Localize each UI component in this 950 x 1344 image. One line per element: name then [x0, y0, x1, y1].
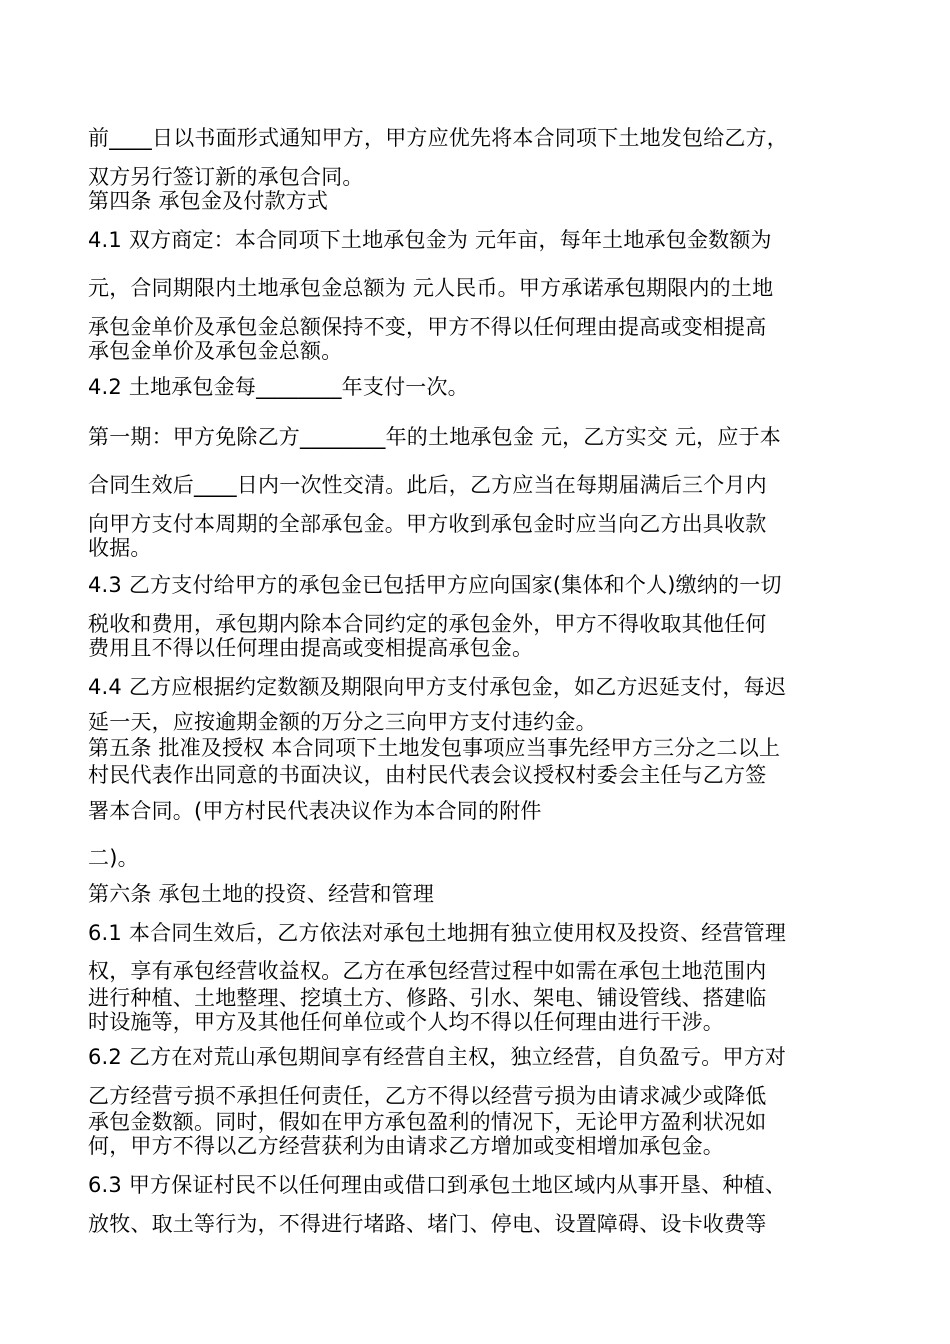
text-line: 4.2 土地承包金每________年支付一次。 — [88, 375, 469, 399]
text-line: 乙方经营亏损不承担任何责任，乙方不得以经营亏损为由请求减少或降低 — [88, 1084, 767, 1108]
text-line: 何，甲方不得以乙方经营获利为由请求乙方增加或变相增加承包金。 — [88, 1134, 724, 1158]
section-heading: 第六条 承包土地的投资、经营和管理 — [88, 882, 435, 906]
text-line: 6.2 乙方在对荒山承包期间享有经营自主权，独立经营，自负盈亏。甲方对 — [88, 1045, 787, 1069]
text-line: 费用且不得以任何理由提高或变相提高承包金。 — [88, 636, 534, 660]
text-line: 向甲方支付本周期的全部承包金。甲方收到承包金时应当向乙方出具收款 — [88, 512, 767, 536]
text-line: 4.4 乙方应根据约定数额及期限向甲方支付承包金，如乙方迟延支付，每迟 — [88, 675, 787, 699]
text-line: 第一期：甲方免除乙方________年的土地承包金 元，乙方实交 元，应于本 — [88, 425, 781, 449]
text-line: 承包金数额。同时，假如在甲方承包盈利的情况下，无论甲方盈利状况如 — [88, 1110, 767, 1134]
text-line: 承包金单价及承包金总额保持不变，甲方不得以任何理由提高或变相提高 — [88, 315, 767, 339]
text-line: 村民代表作出同意的书面决议，由村民代表会议授权村委会主任与乙方签 — [88, 763, 767, 787]
text-line: 税收和费用，承包期内除本合同约定的承包金外，甲方不得收取其他任何 — [88, 612, 767, 636]
text-line: 署本合同。(甲方村民代表决议作为本合同的附件 — [88, 799, 542, 823]
text-line: 权，享有承包经营收益权。乙方在承包经营过程中如需在承包土地范围内 — [88, 959, 767, 983]
text-line: 合同生效后____日内一次性交清。此后，乙方应当在每期届满后三个月内 — [88, 473, 767, 497]
text-line: 二)。 — [88, 846, 139, 870]
text-line: 延一天，应按逾期金额的万分之三向甲方支付违约金。 — [88, 710, 597, 734]
text-line: 进行种植、土地整理、挖填土方、修路、引水、架电、铺设管线、搭建临 — [88, 986, 767, 1010]
text-line: 6.3 甲方保证村民不以任何理由或借口到承包土地区域内从事开垦、种植、 — [88, 1173, 787, 1197]
section-heading: 第五条 批准及授权 本合同项下土地发包事项应当事先经甲方三分之二以上 — [88, 736, 781, 760]
text-line: 6.1 本合同生效后，乙方依法对承包土地拥有独立使用权及投资、经营管理 — [88, 921, 787, 945]
text-line: 元，合同期限内土地承包金总额为 元人民币。甲方承诺承包期限内的土地 — [88, 276, 774, 300]
text-line: 双方另行签订新的承包合同。 — [88, 165, 364, 189]
text-line: 4.1 双方商定：本合同项下土地承包金为 元年亩，每年土地承包金数额为 — [88, 228, 772, 252]
text-line: 收据。 — [88, 536, 152, 560]
section-heading: 第四条 承包金及付款方式 — [88, 189, 329, 213]
text-line: 时设施等，甲方及其他任何单位或个人均不得以任何理由进行干涉。 — [88, 1010, 724, 1034]
text-line: 4.3 乙方支付给甲方的承包金已包括甲方应向国家(集体和个人)缴纳的一切 — [88, 573, 782, 597]
text-line: 前____日以书面形式通知甲方，甲方应优先将本合同项下土地发包给乙方， — [88, 126, 788, 150]
text-line: 放牧、取土等行为，不得进行堵路、堵门、停电、设置障碍、设卡收费等 — [88, 1212, 767, 1236]
text-line: 承包金单价及承包金总额。 — [88, 339, 343, 363]
